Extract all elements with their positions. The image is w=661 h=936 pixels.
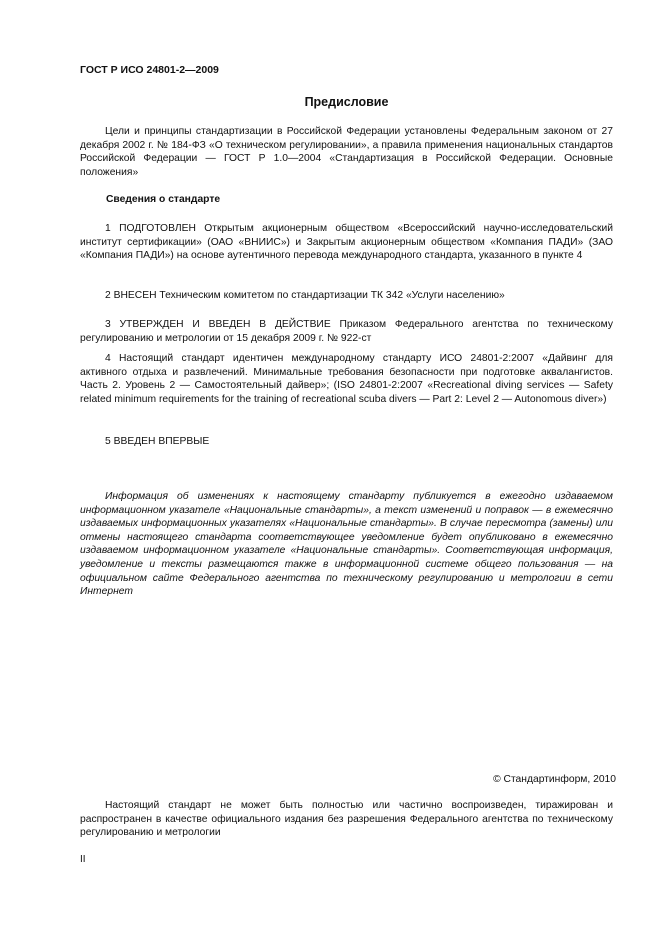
item-identical: 4 Настоящий стандарт идентичен международному стандарту ИСО 24801-2:2007 «Дайвинг для активного отдыха и развлечений. Минимальные требования безопасности при подготовке аквалангистов. Часть 2. Уровень 2 — Самостоятельный дайвер»; (ISO 24801-2:2007 «Recreational diving services — Safety related minimum requirements for the training of recreational scuba divers — Part 2: Level 2 — Autonomous diver») [80, 353, 613, 405]
item-approved: 3 УТВЕРЖДЕН И ВВЕДЕН В ДЕЙСТВИЕ Приказом Федерального агентства по техническому регулированию и метрологии от 15 декабря 2009 г. № 922-ст [80, 319, 613, 344]
page-number: II [80, 854, 86, 865]
copyright-line: © Стандартинформ, 2010 [493, 774, 616, 785]
document-identifier: ГОСТ Р ИСО 24801-2—2009 [80, 64, 219, 76]
reproduction-notice: Настоящий стандарт не может быть полностью или частично воспроизведен, тиражирован и распространен в качестве официального издания без разрешения Федерального агентства по техническому регулированию и метрологии [80, 800, 613, 839]
info-notice: Информация об изменениях к настоящему стандарту публикуется в ежегодно издаваемом информационном указателе «Национальные стандарты», а текст изменений и поправок — в ежемесячно издаваемых информационных указателях «Национальные стандарты». В случае пересмотра (замены) или отмены настоящего стандарта соответствующее уведомление будет опубликовано в ежемесячно издаваемом информационном указателе «Национальные стандарты». Соответствующая информация, уведомление и тексты размещаются также в информационной системе общего пользования — на официальном сайте Федерального агентства по техническому регулированию и метрологии в сети Интернет [80, 491, 613, 598]
section-subtitle: Сведения о стандарте [106, 194, 221, 205]
intro-paragraph: Цели и принципы стандартизации в Российской Федерации установлены Федеральным законом от 27 декабря 2002 г. № 184-ФЗ «О техническом регулировании», а правила применения национальных стандартов Российской Федерации — ГОСТ Р 1.0—2004 «Стандартизация в Российской Федерации. Основные положения» [80, 126, 613, 178]
item-prepared: 1 ПОДГОТОВЛЕН Открытым акционерным обществом «Всероссийский научно-исследовательский институт сертификации» (ОАО «ВНИИС») и Закрытым акционерным обществом «Компания ПАДИ» (ЗАО «Компания ПАДИ») на основе аутентичного перевода международного стандарта, указанного в пункте 4 [80, 223, 613, 262]
item-introduced: 5 ВВЕДЕН ВПЕРВЫЕ [105, 436, 210, 447]
item-submitted: 2 ВНЕСЕН Техническим комитетом по стандартизации ТК 342 «Услуги населению» [105, 290, 505, 301]
page-title: Предисловие [304, 95, 389, 109]
